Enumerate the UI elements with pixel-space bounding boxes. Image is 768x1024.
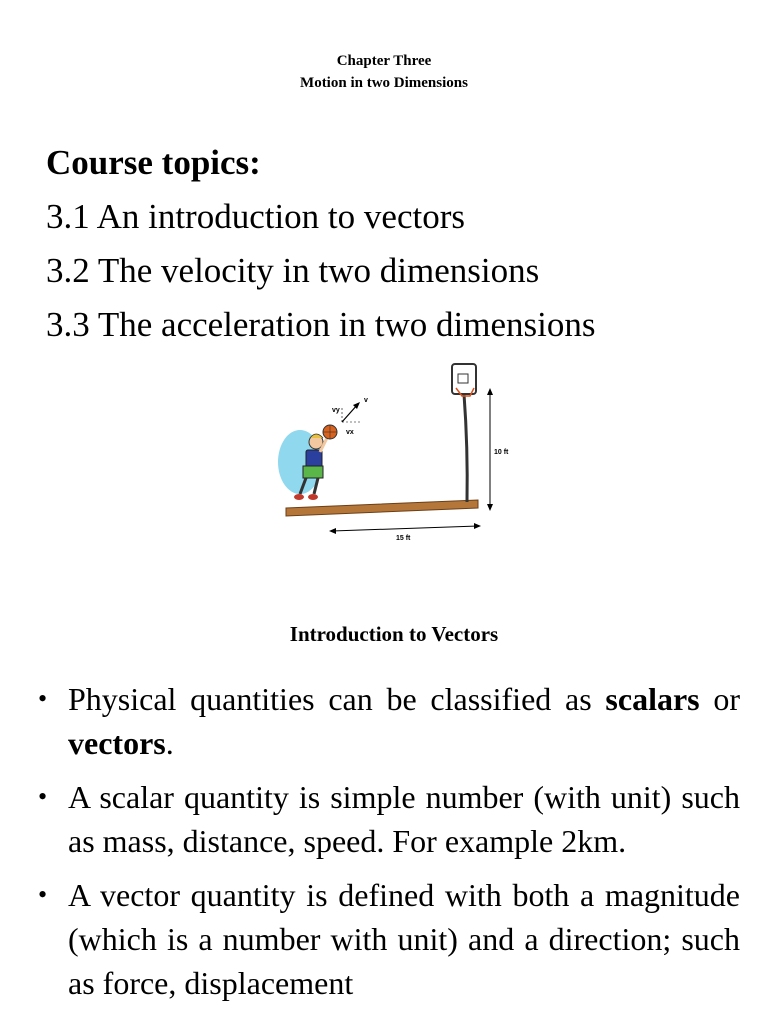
height-arrow	[487, 388, 493, 511]
vector-vx-label: vx	[346, 429, 354, 436]
bullet-icon: •	[38, 880, 48, 909]
scalars-term: scalars	[605, 681, 700, 717]
hoop-pole	[464, 394, 467, 502]
bullet-text-pre: Physical quantities can be classified as	[68, 681, 606, 717]
distance-label: 15 ft	[396, 535, 411, 542]
bullet-text-mid: or	[699, 681, 741, 717]
velocity-vector-icon	[342, 402, 360, 422]
bullet-icon: •	[38, 782, 48, 811]
chapter-label: Chapter Three	[336, 53, 432, 69]
height-label: 10 ft	[494, 449, 509, 456]
bullet-list	[36, 677, 740, 1015]
basketball-icon	[323, 425, 337, 439]
bullet-icon: •	[38, 684, 48, 713]
list-item	[36, 775, 740, 863]
bullet-text: A vector quantity is defined with both a magnitude (which is a number with unit) and a direction; such as force, displacement	[68, 877, 740, 1001]
section-heading: Introduction to Vectors	[289, 622, 499, 646]
list-item	[36, 873, 740, 1005]
court-floor	[286, 500, 478, 516]
distance-arrow	[329, 523, 481, 534]
topic-item: 3.2 The velocity in two dimensions	[46, 251, 540, 290]
course-topics-heading: Course topics:	[46, 143, 261, 182]
vector-v-label: v	[364, 397, 368, 404]
basketball-illustration	[268, 358, 518, 548]
topic-item: 3.3 The acceleration in two dimensions	[46, 305, 596, 344]
vector-vy-label: vy	[332, 407, 340, 414]
list-item	[36, 677, 740, 765]
vectors-term: vectors	[68, 725, 166, 761]
topic-item: 3.1 An introduction to vectors	[46, 197, 465, 236]
chapter-title: Motion in two Dimensions	[300, 75, 468, 91]
basketball-figure	[268, 358, 518, 548]
backboard-icon	[452, 364, 476, 396]
bullet-text: A scalar quantity is simple number (with unit) such as mass, distance, speed. For example 2km.	[68, 779, 740, 859]
bullet-text-post: .	[165, 725, 174, 761]
